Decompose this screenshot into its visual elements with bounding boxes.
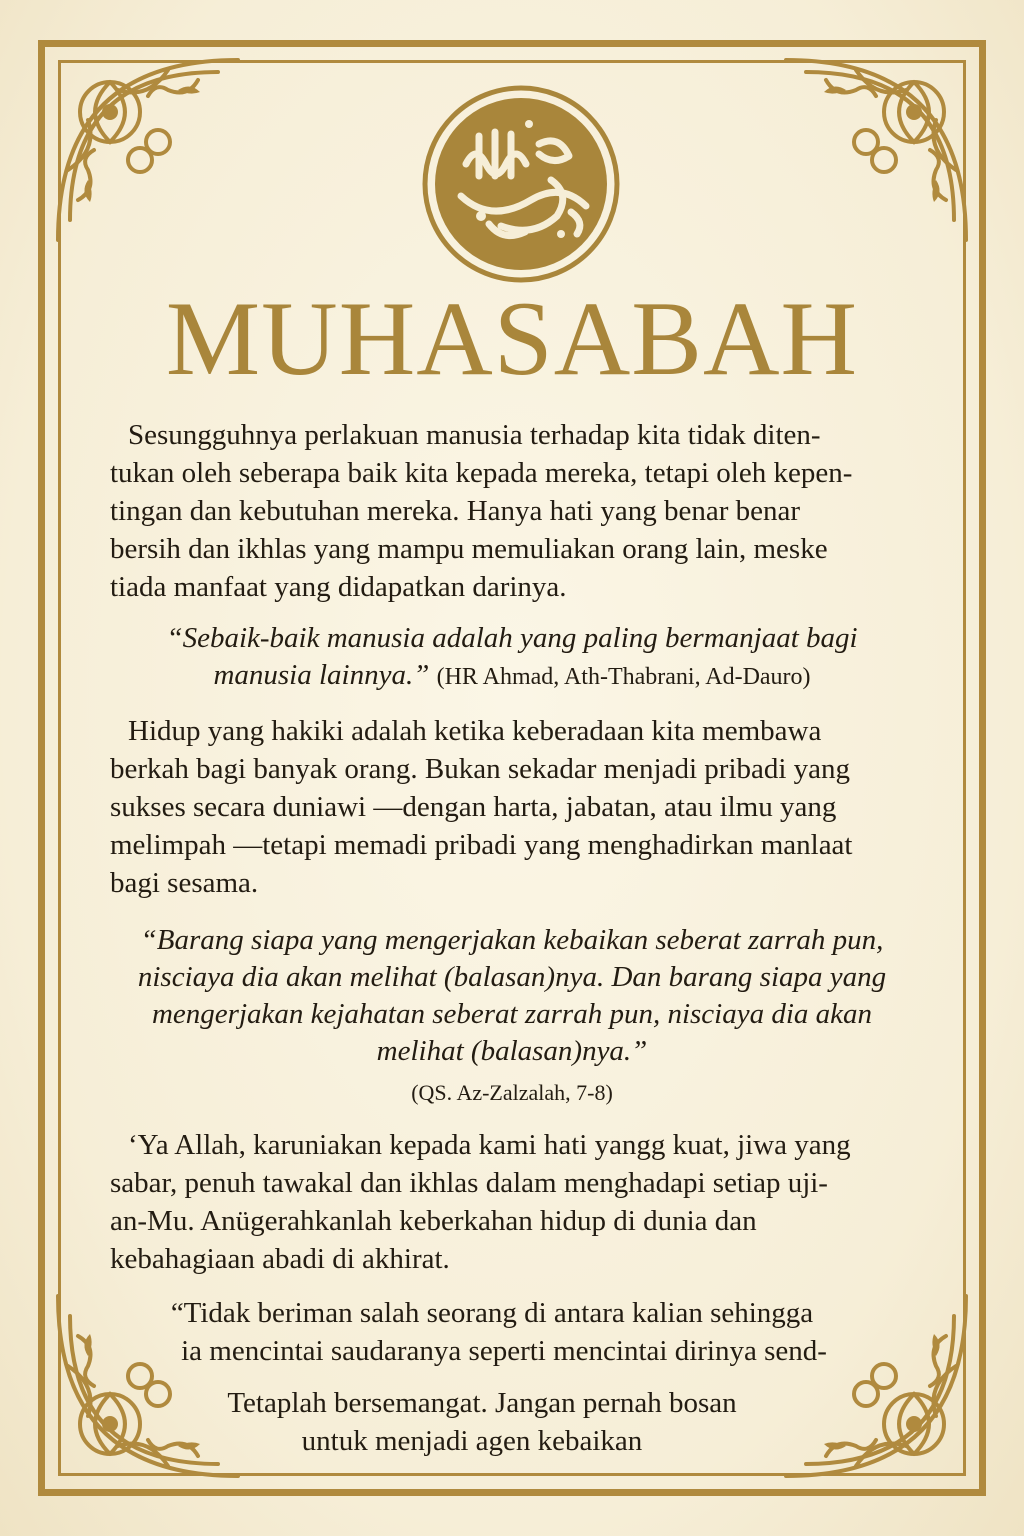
corner-ornament-top-left (48, 50, 248, 250)
text-line: Hidup yang hakiki adalah ketika keberadaan kita membawa (128, 715, 822, 747)
quote-line: ia mencintai saudaranya seperti mencintai dirinya send- (181, 1335, 827, 1367)
quote-line-with-citation (80, 657, 944, 696)
faith-quote (80, 1294, 944, 1370)
hadith-quote (80, 620, 944, 696)
text-line: ‘Ya Allah, karuniakan kepada kami hati yangg kuat, jiwa yang (128, 1129, 851, 1161)
quote-line: “Barang siapa yang mengerjakan kebaikan seberat zarrah pun, (140, 924, 884, 956)
page-title: MUHASABAH (165, 280, 859, 397)
quote-line: melihat (balasan)nya.” (376, 1035, 648, 1067)
text-line: sukses secara duniawi —dengan harta, jabatan, atau ilmu yang (110, 791, 837, 823)
quran-citation: (QS. Az-Zalzalah, 7-8) (411, 1080, 613, 1105)
text-line: bersih dan ikhlas yang mampu memuliakan orang lain, meske (110, 533, 828, 565)
quote-line: nisciaya dia akan melihat (balasan)nya. Dan barang siapa yang (137, 961, 887, 993)
paragraph-prayer (110, 1126, 948, 1278)
text-line: bagi sesama. (110, 867, 259, 899)
closing-message (80, 1384, 944, 1460)
quote-line: “Tidak beriman salah seorang di antara kalian sehingga (170, 1297, 814, 1329)
text-line: tukan oleh seberapa baik kita kepada mereka, tetapi oleh kepen- (110, 457, 853, 489)
text-line: tiada manfaat yang didapatkan darinya. (110, 571, 567, 603)
closing-line: untuk menjadi agen kebaikan (301, 1425, 643, 1457)
text-line: berkah bagi banyak orang. Bukan sekadar menjadi pribadi yang (110, 753, 851, 785)
text-line: melimpah —tetapi memadi pribadi yang menghadirkan manlaat (110, 829, 853, 861)
paragraph-life (110, 712, 948, 902)
text-line: tingan dan kebutuhan mereka. Hanya hati yang benar benar (110, 495, 801, 527)
quote-line: “Sebaik-baik manusia adalah yang paling bermanjaat bagi (166, 622, 858, 654)
quote-citation: (HR Ahmad, Ath-Thabrani, Ad-Dauro) (436, 664, 811, 690)
quran-quote (80, 922, 944, 1070)
text-line: sabar, penuh tawakal dan ikhlas dalam menghadapi setiap uji- (110, 1167, 828, 1199)
calligraphy-medallion-icon (421, 84, 621, 284)
closing-line: Tetaplah bersemangat. Jangan pernah bosan (227, 1387, 737, 1419)
text-line: Sesungguhnya perlakuan manusia terhadap kita tidak diten- (128, 419, 821, 451)
paragraph-intro (110, 416, 948, 606)
quote-line: mengerjakan kejahatan seberat zarrah pun, nisciaya dia akan (151, 998, 873, 1030)
text-line: an-Mu. Anügerahkanlah keberkahan hidup di dunia dan (110, 1205, 757, 1237)
text-line: kebahagiaan abadi di akhirat. (110, 1243, 450, 1275)
corner-ornament-top-right (776, 50, 976, 250)
quote-line: manusia lainnya.” (213, 659, 430, 691)
